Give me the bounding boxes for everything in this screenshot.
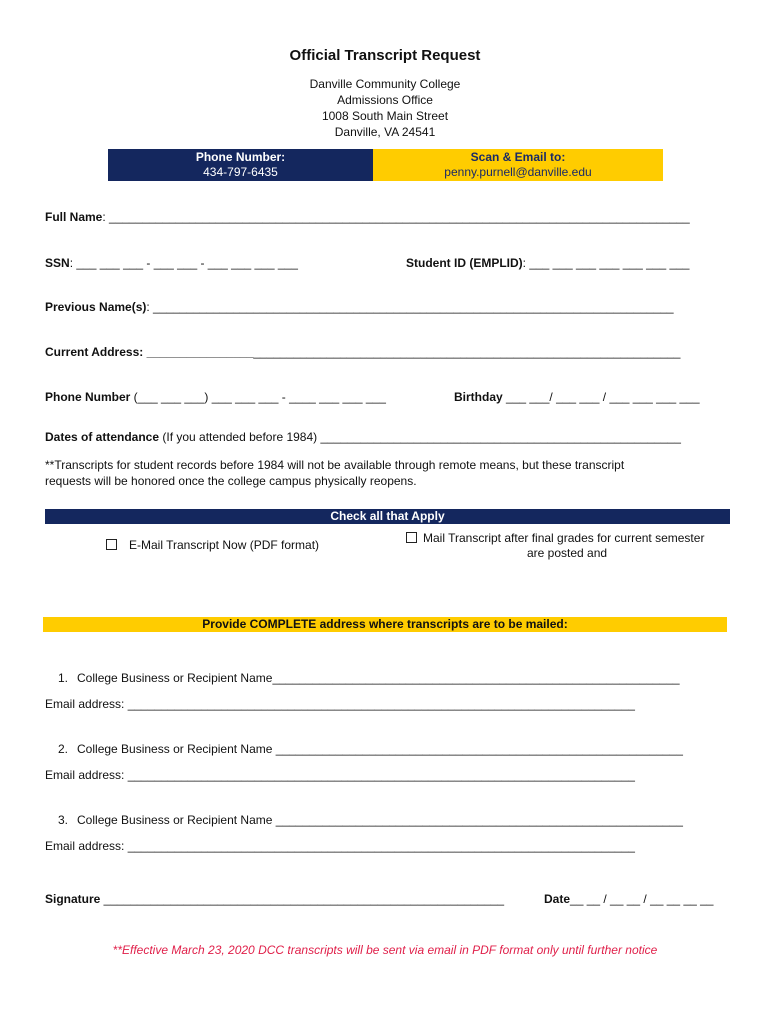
mail-transcript-label-line-1: Mail Transcript after final grades for current semester: [423, 531, 705, 545]
pre-1984-note-line-2: requests will be honored once the college campus physically reopens.: [45, 474, 417, 488]
street-address: 1008 South Main Street: [321, 109, 449, 123]
student-id-label: Student ID (EMPLID): [406, 256, 523, 270]
college-name: Danville Community College: [309, 77, 461, 91]
student-id-field[interactable]: [406, 256, 689, 270]
email-contact-box: [373, 149, 663, 181]
check-all-header: Check all that Apply: [45, 509, 730, 524]
mail-transcript-label-line-2: are posted and: [527, 546, 608, 560]
recipient-2-email-field[interactable]: [45, 768, 635, 782]
mail-transcript-checkbox[interactable]: [406, 532, 417, 543]
recipient-3-name-line[interactable]: _____________________________________________________________: [272, 813, 683, 827]
current-address-line[interactable]: ________________________________________________________________: [253, 345, 681, 359]
pre-1984-note-line-1: **Transcripts for student records before 1984 will not be available through remote means, but these transcript: [45, 458, 625, 472]
full-name-line[interactable]: : _______________________________________________________________________________________: [102, 210, 690, 224]
mail-address-header: Provide COMPLETE address where transcripts are to be mailed:: [43, 617, 727, 632]
current-address-label: Current Address: ________________: [45, 345, 254, 359]
email-transcript-checkbox[interactable]: [106, 539, 117, 550]
effective-date-notice: **Effective March 23, 2020 DCC transcripts will be sent via email in PDF format only until further notice: [112, 943, 658, 957]
phone-contact-box: [108, 149, 373, 181]
email-transcript-label: E-Mail Transcript Now (PDF format): [129, 538, 320, 552]
phone-contact-label: Phone Number:: [195, 150, 286, 164]
recipient-1-name-field[interactable]: [58, 671, 680, 685]
birthday-label: Birthday: [454, 390, 503, 404]
full-name-label: Full Name: [45, 210, 103, 224]
phone-label: Phone Number: [45, 390, 131, 404]
signature-line[interactable]: ____________________________________________________________: [100, 892, 505, 906]
mail-transcript-option[interactable]: [406, 531, 704, 545]
recipient-2-name-line[interactable]: _____________________________________________________________: [272, 742, 683, 756]
office-name: Admissions Office: [337, 93, 433, 107]
recipient-2-name-field[interactable]: [58, 742, 683, 756]
dates-attendance-field[interactable]: [45, 430, 681, 444]
recipient-3-name-field[interactable]: [58, 813, 683, 827]
previous-name-line[interactable]: : ______________________________________________________________________________: [146, 300, 674, 314]
previous-name-field[interactable]: [45, 300, 674, 314]
date-field[interactable]: [544, 892, 713, 906]
recipient-1-name-line[interactable]: _____________________________________________________________: [272, 671, 680, 685]
recipient-1-email-line[interactable]: : ____________________________________________________________________________: [121, 697, 635, 711]
recipient-2-email-label: Email address: [45, 768, 122, 782]
recipient-1-number: 1.: [58, 671, 69, 685]
ssn-field[interactable]: [45, 256, 298, 270]
phone-contact-value: 434-797-6435: [203, 165, 278, 179]
dates-attendance-line[interactable]: (If you attended before 1984) ______________________________________________________: [159, 430, 681, 444]
form-title: Official Transcript Request: [289, 47, 481, 64]
birthday-line[interactable]: ___ ___/ ___ ___ / ___ ___ ___ ___: [502, 390, 700, 404]
birthday-field[interactable]: [454, 390, 700, 404]
recipient-2-number: 2.: [58, 742, 69, 756]
date-label: Date: [544, 892, 571, 906]
city-state-zip: Danville, VA 24541: [334, 125, 436, 139]
full-name-field[interactable]: [45, 210, 690, 224]
signature-label: Signature: [45, 892, 101, 906]
ssn-line[interactable]: : ___ ___ ___ - ___ ___ - ___ ___ ___ ___: [69, 256, 298, 270]
email-contact-value[interactable]: penny.purnell@danville.edu: [444, 165, 592, 179]
email-transcript-option[interactable]: [106, 538, 319, 552]
current-address-field[interactable]: [45, 345, 680, 359]
date-line[interactable]: __ __ / __ __ / __ __ __ __: [570, 892, 714, 906]
recipient-3-name-label: College Business or Recipient Name: [77, 813, 273, 827]
recipient-1-email-label: Email address: [45, 697, 122, 711]
recipient-2-email-line[interactable]: : ____________________________________________________________________________: [121, 768, 635, 782]
recipient-3-email-label: Email address: [45, 839, 122, 853]
recipient-1-name-label: College Business or Recipient Name: [77, 671, 273, 685]
email-contact-label: Scan & Email to:: [470, 150, 566, 164]
signature-field[interactable]: [45, 892, 504, 906]
recipient-1-email-field[interactable]: [45, 697, 635, 711]
dates-attendance-label: Dates of attendance: [45, 430, 160, 444]
previous-name-label: Previous Name(s): [45, 300, 147, 314]
recipient-3-email-line[interactable]: : ____________________________________________________________________________: [121, 839, 635, 853]
phone-field[interactable]: [45, 390, 386, 404]
student-id-line[interactable]: : ___ ___ ___ ___ ___ ___ ___: [522, 256, 690, 270]
recipient-2-name-label: College Business or Recipient Name: [77, 742, 273, 756]
recipient-3-email-field[interactable]: [45, 839, 635, 853]
recipient-3-number: 3.: [58, 813, 69, 827]
phone-line[interactable]: (___ ___ ___) ___ ___ ___ - ____ ___ ___ ___: [130, 390, 386, 404]
ssn-label: SSN: [45, 256, 70, 270]
